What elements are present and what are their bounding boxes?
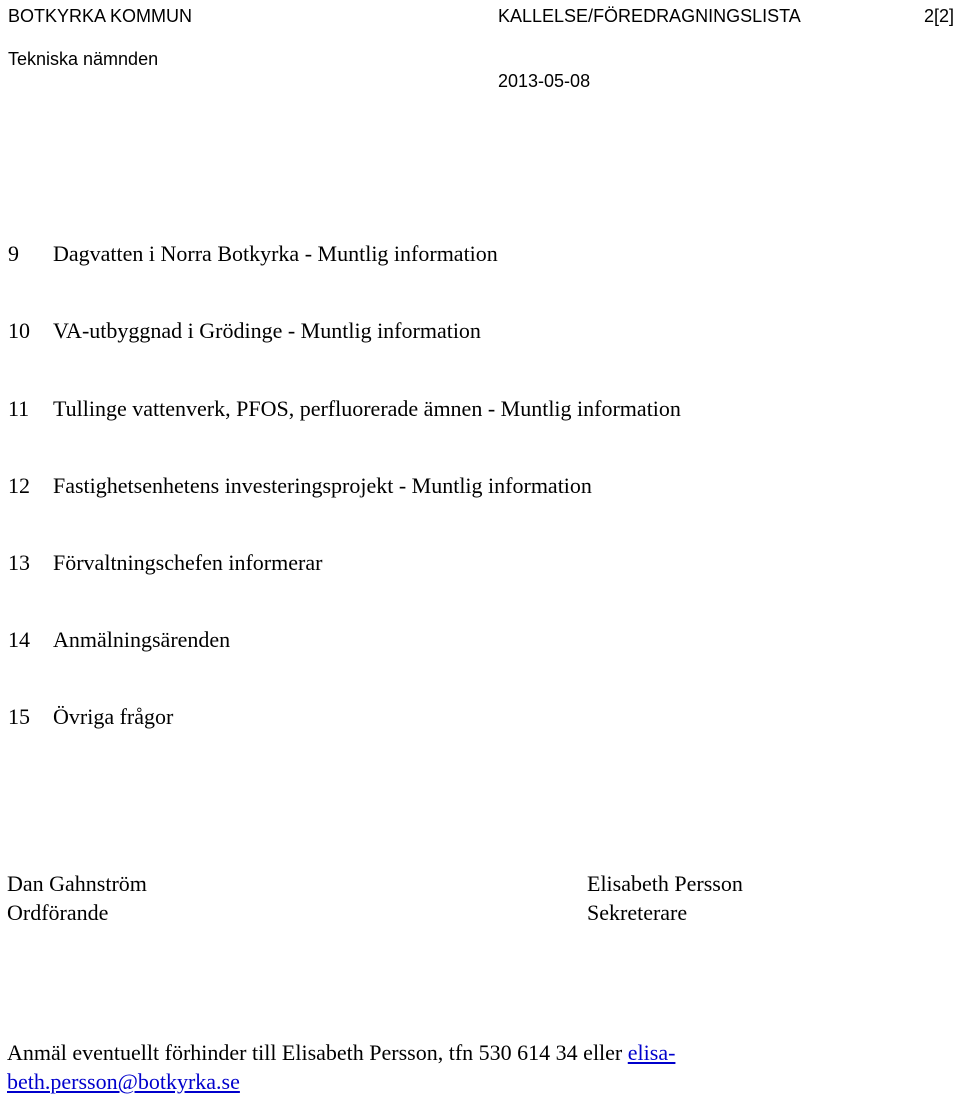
page-number: 2[2] [924, 6, 955, 26]
absence-notice [7, 1042, 675, 1064]
agenda-item-title: Anmälningsärenden [53, 627, 231, 652]
agenda-item-title: Tullinge vattenverk, PFOS, perfluorerade ämnen - Muntlig information [53, 396, 681, 421]
absence-notice-text: Anmäl eventuellt förhinder till Elisabeth Persson, tfn 530 614 34 eller [7, 1040, 623, 1065]
meeting-date: 2013-05-08 [498, 71, 591, 91]
secretary-role: Sekreterare [587, 900, 688, 925]
committee-name: Tekniska nämnden [8, 49, 159, 69]
agenda-item-number: 11 [8, 396, 30, 421]
agenda-item-number: 10 [8, 318, 30, 343]
chair-name: Dan Gahnström [7, 871, 147, 896]
agenda-item-number: 13 [8, 550, 30, 575]
absence-notice-continued [7, 1071, 240, 1093]
agenda-item-number: 15 [8, 704, 30, 729]
chair-role: Ordförande [7, 900, 109, 925]
agenda-item-title: Fastighetsenhetens investeringsprojekt - Muntlig information [53, 473, 592, 498]
agenda-item-title: Övriga frågor [53, 704, 174, 729]
agenda-item-title: Dagvatten i Norra Botkyrka - Muntlig information [53, 241, 498, 266]
agenda-item-title: VA-utbyggnad i Grödinge - Muntlig information [53, 318, 481, 343]
agenda-item-number: 9 [8, 241, 19, 266]
agenda-item-title: Förvaltningschefen informerar [53, 550, 323, 575]
document-type: KALLELSE/FÖREDRAGNINGSLISTA [498, 6, 801, 26]
agenda-item-number: 12 [8, 473, 30, 498]
email-link[interactable]: elisa- [627, 1040, 676, 1065]
agenda-item-number: 14 [8, 627, 30, 652]
org-name: BOTKYRKA KOMMUN [8, 6, 193, 26]
email-link-continued[interactable]: beth.persson@botkyrka.se [7, 1069, 240, 1094]
secretary-name: Elisabeth Persson [587, 871, 743, 896]
